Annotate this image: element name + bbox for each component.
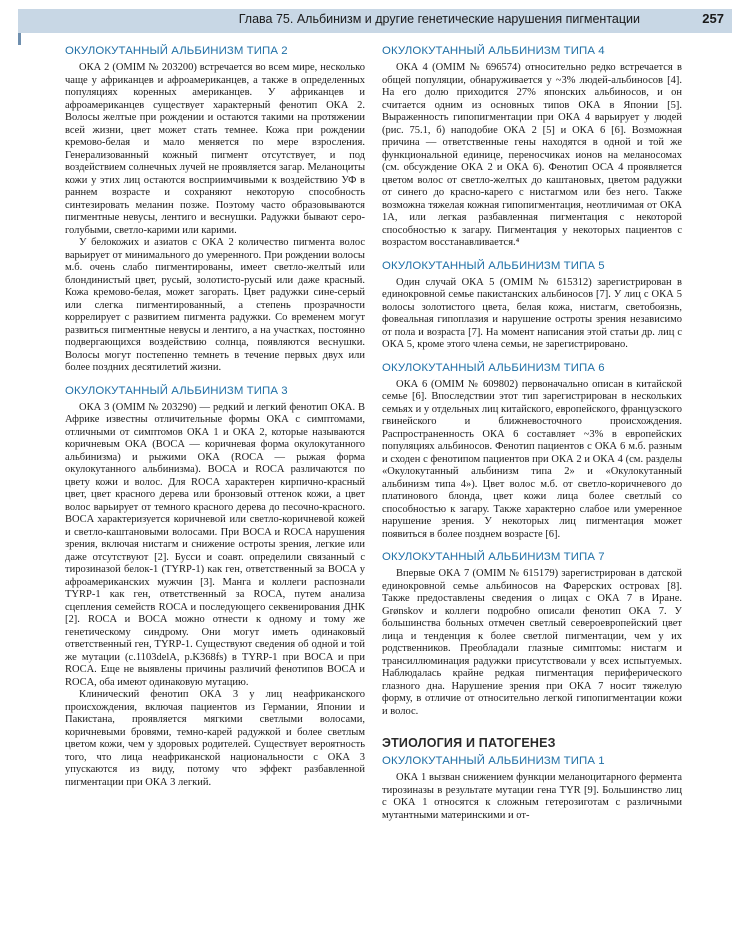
paragraph-oka2-1: ОКА 2 (OMIM № 203200) встречается во всем мире, несколько чаще у африканцев и афроамериканцев, а также в определенных популяциях коренных американцев. У африканцев и афроамериканцев существует характерный фенотип ОКА 2. Волосы желтые при рождении и остаются такими на протяжении всей жизни, цвет может стать темнее. Кожа при рождении кремово-белая и мало меняется по мере взросления. Генерализованный кожный пигмент отсутствует, и под воздействием солнечных лучей не проявляется загар. Меланоциты кожи у этих лиц остаются восприимчивыми к воздействию УФ в раннем возрасте и сохраняют некоторую способность синтезировать меланин позже. Поэтому часто образовываются пигментные невусы, лентиго и веснушки. Радужки бывают серо-голубыми, светло-карими или карими.: [65, 62, 365, 236]
paragraph-oka7-1: Впервые ОКА 7 (OMIM № 615179) зарегистрирован в датской единокровной семье альбиносов на Фарерских островах [8]. Также предоставлены сведения о лицах с ОКА 7 в Иране. Grønskov и коллеги подробно описали фенотип ОКА 7. У большинства больных отмечен светлый североевропейский цвет лица и тенденция к более светлой пигментации, чем у их родственников. Преобладали глазные симптомы: нистагм и трансиллюминация радужки присутствовали у всех испытуемых. Наблюдалась крайне редкая пигментация периферического глазного дна. Нарушение зрения при ОКА 7 носит тяжелую форму, в отличие от относительно легкой гипопигментации кожи и волос.: [382, 568, 682, 717]
paragraph-oka6-1: ОКА 6 (OMIM № 609802) первоначально описан в китайской семье [6]. Впоследствии этот тип зарегистрирован в нескольких семьях и у отдельных лиц китайского, европейского, французского гвинейского и ближневосточного происхождения. Распространенность ОКА 6 составляет ~3% в европейских популяциях альбиносов. Фенотип пациентов с ОКА 6 м.б. разным и сходен с фенотипом пациентов при ОКА 2 и ОКА 4 (см. разделы «Окулокутанный альбинизм типа 2» и «Окулокутанный альбинизм типа 4»). Цвет волос м.б. от светло-коричневого до платинового блонда, цвет кожи лица более светлый со способностью к загару. Также характерно слабое или умеренное нарушение зрения. У некоторых лиц пигментация может появиться в более позднем возрасте [6].: [382, 378, 682, 540]
page-header-bar: [18, 9, 732, 33]
paragraph-oka3-1: ОКА 3 (OMIM № 203290) — редкий и легкий фенотип ОКА. В Африке известны отличительные формы ОКА с симптомами, отличными от симптомов ОКА 1 и ОКА 2, которые называются коричневым ОКА (BOCA — коричневая форма окулокутанного альбинизма) и рыжими ОКА (ROCA — рыжая форма окулокутанного альбинизма). BOCA и ROCA различаются по цвету кожи и волос. Для ROCA характерен кирпично-красный цвет, цвет красного дерева или бронзовый оттенок кожи, а цвет волос варьирует от темного красного дерева до песочно-красного. BOCA характеризуется коричневой или светло-коричневой кожей и светло-каштановыми волосами. При BOCA и ROCA нарушения зрения, включая нистагм и снижение остроты зрения, легкие или даже отсутствуют [2]. Бусси и соавт. определили связанный с тирозиназой белок-1 (TYRP-1) как ген, ответственный за BOCA у афроамериканских мужчин [3]. Манга и коллеги распознали TYRP-1 как ген, ответственный за ROCA, путем анализа сцепления семейств ROCA и последующего секвенирования ДНК [2]. ROCA и BOCA можно отнести к одному и тому же генетическому синдрому. Они могут иметь одинаковый ответственный ген, TYRP-1. Существуют сведения об одной и той же мутации (c.1103delA, p.K368fs) в TYRP-1 при BOCA и при ROCA. Еще не выявлены причины различий фенотипов BOCA и ROCA, оба имеют одинаковую мутацию.: [65, 401, 365, 688]
section-heading-oka2: ОКУЛОКУТАННЫЙ АЛЬБИНИЗМ ТИПА 2: [65, 45, 288, 57]
paragraph-oka3-2: Клинический фенотип ОКА 3 у лиц неафриканского происхождения, включая пациентов из Германии, Японии и Пакистана, проявляется мягкими светлыми волосами, коричневыми бровями, темно-карей радужкой и более светлым цветом кожи, чем у здоровых родителей. Существует вероятность того, что лица неафриканской национальности с ОКА 3 упускаются из виду, потому что эффект разбавленной пигментации при ОКА 3 легкий.: [65, 689, 365, 788]
left-column: [65, 44, 365, 789]
paragraph-oka4-1: ОКА 4 (OMIM № 696574) относительно редко встречается в общей популяции, обнаруживается у ~3% людей-альбиносов [4]. На его долю приходится 27% японских альбиносов, и он считается одним из основных типов ОКА в Японии [5]. Выраженность гипопигментации при ОКА 4 варьирует у людей (рис. 75.1, б) наподобие ОКА 2 [5] и ОКА 6 [6]. Возможная причина — ответственные гены находятся в одной и той же функциональной единице, переносчиках ионов на меланосомах (см. обсуждение ОКА 2 и ОКА 6). Фенотип ОСА 4 проявляется цветом волос от светло-желтых до каштановых, цветом радужки от синего до красно-карего с нистагмом или без него. Также возможна тяжелая кожная гипопигментация, неотличимая от ОКА 1А, или легкая разбавленная пигментация с некоторой способностью к загару. Пигментация у некоторых пациентов с возрастом восстанавливается.⁴: [382, 62, 682, 248]
section-heading-oka3: ОКУЛОКУТАННЫЙ АЛЬБИНИЗМ ТИПА 3: [65, 384, 288, 397]
section-heading-oka6: ОКУЛОКУТАННЫЙ АЛЬБИНИЗМ ТИПА 6: [382, 361, 605, 374]
section-heading-oka7: ОКУЛОКУТАННЫЙ АЛЬБИНИЗМ ТИПА 7: [382, 551, 605, 563]
right-column: [382, 44, 682, 822]
paragraph-oka1-1: ОКА 1 вызван снижением функции меланоцитарного фермента тирозиназы в результате мутации гена TYR [9]. Большинство лиц с ОКА 1 относятся к сложным гетерозиготам с различными мутантными материнскими и от-: [382, 772, 682, 821]
chapter-title: Глава 75. Альбинизм и другие генетические нарушения пигментации: [238, 12, 640, 26]
margin-accent-bar: [18, 33, 21, 45]
section-heading-oka4: ОКУЛОКУТАННЫЙ АЛЬБИНИЗМ ТИПА 4: [382, 45, 605, 57]
section-heading-oka1: ОКУЛОКУТАННЫЙ АЛЬБИНИЗМ ТИПА 1: [382, 755, 605, 767]
paragraph-oka5-1: Один случай ОКА 5 (OMIM № 615312) зарегистрирован в единокровной семье пакистанских альбиносов [7]. У лиц с ОКА 5 волосы золотистого цвета, белая кожа, нистагм, светобоязнь, фовеальная гипоплазия и нарушение остроты зрения независимо от пола и возраста [7]. На момент написания этой статьи др. лиц с ОКА 5, кроме этого члена семьи, не зарегистрировано.: [382, 276, 682, 350]
page-number: 257: [702, 11, 724, 26]
paragraph-oka2-2: У белокожих и азиатов с ОКА 2 количество пигмента волос варьирует от минимального до умеренного. При рождении волосы м.б. очень слабо пигментированы, имеет светло-желтый или блондинистый цвет, русый, золотисто-русый или даже красный. Кожа кремово-белая, может загорать. Цвет радужки сине-серый или слегка пигментированный, а степень прозрачности коррелирует с развитием пигмента радужки. Со временем могут развиться пигментные невусы и лентиго, а на участках, постоянно подвергающихся воздействию солнца, появляются веснушки. Волосы могут постепенно темнеть в течение первых двух или более поздних десятилетий жизни.: [65, 237, 365, 373]
section-heading-oka5: ОКУЛОКУТАННЫЙ АЛЬБИНИЗМ ТИПА 5: [382, 259, 605, 272]
major-heading-etiology: ЭТИОЛОГИЯ И ПАТОГЕНЕЗ: [382, 736, 556, 750]
